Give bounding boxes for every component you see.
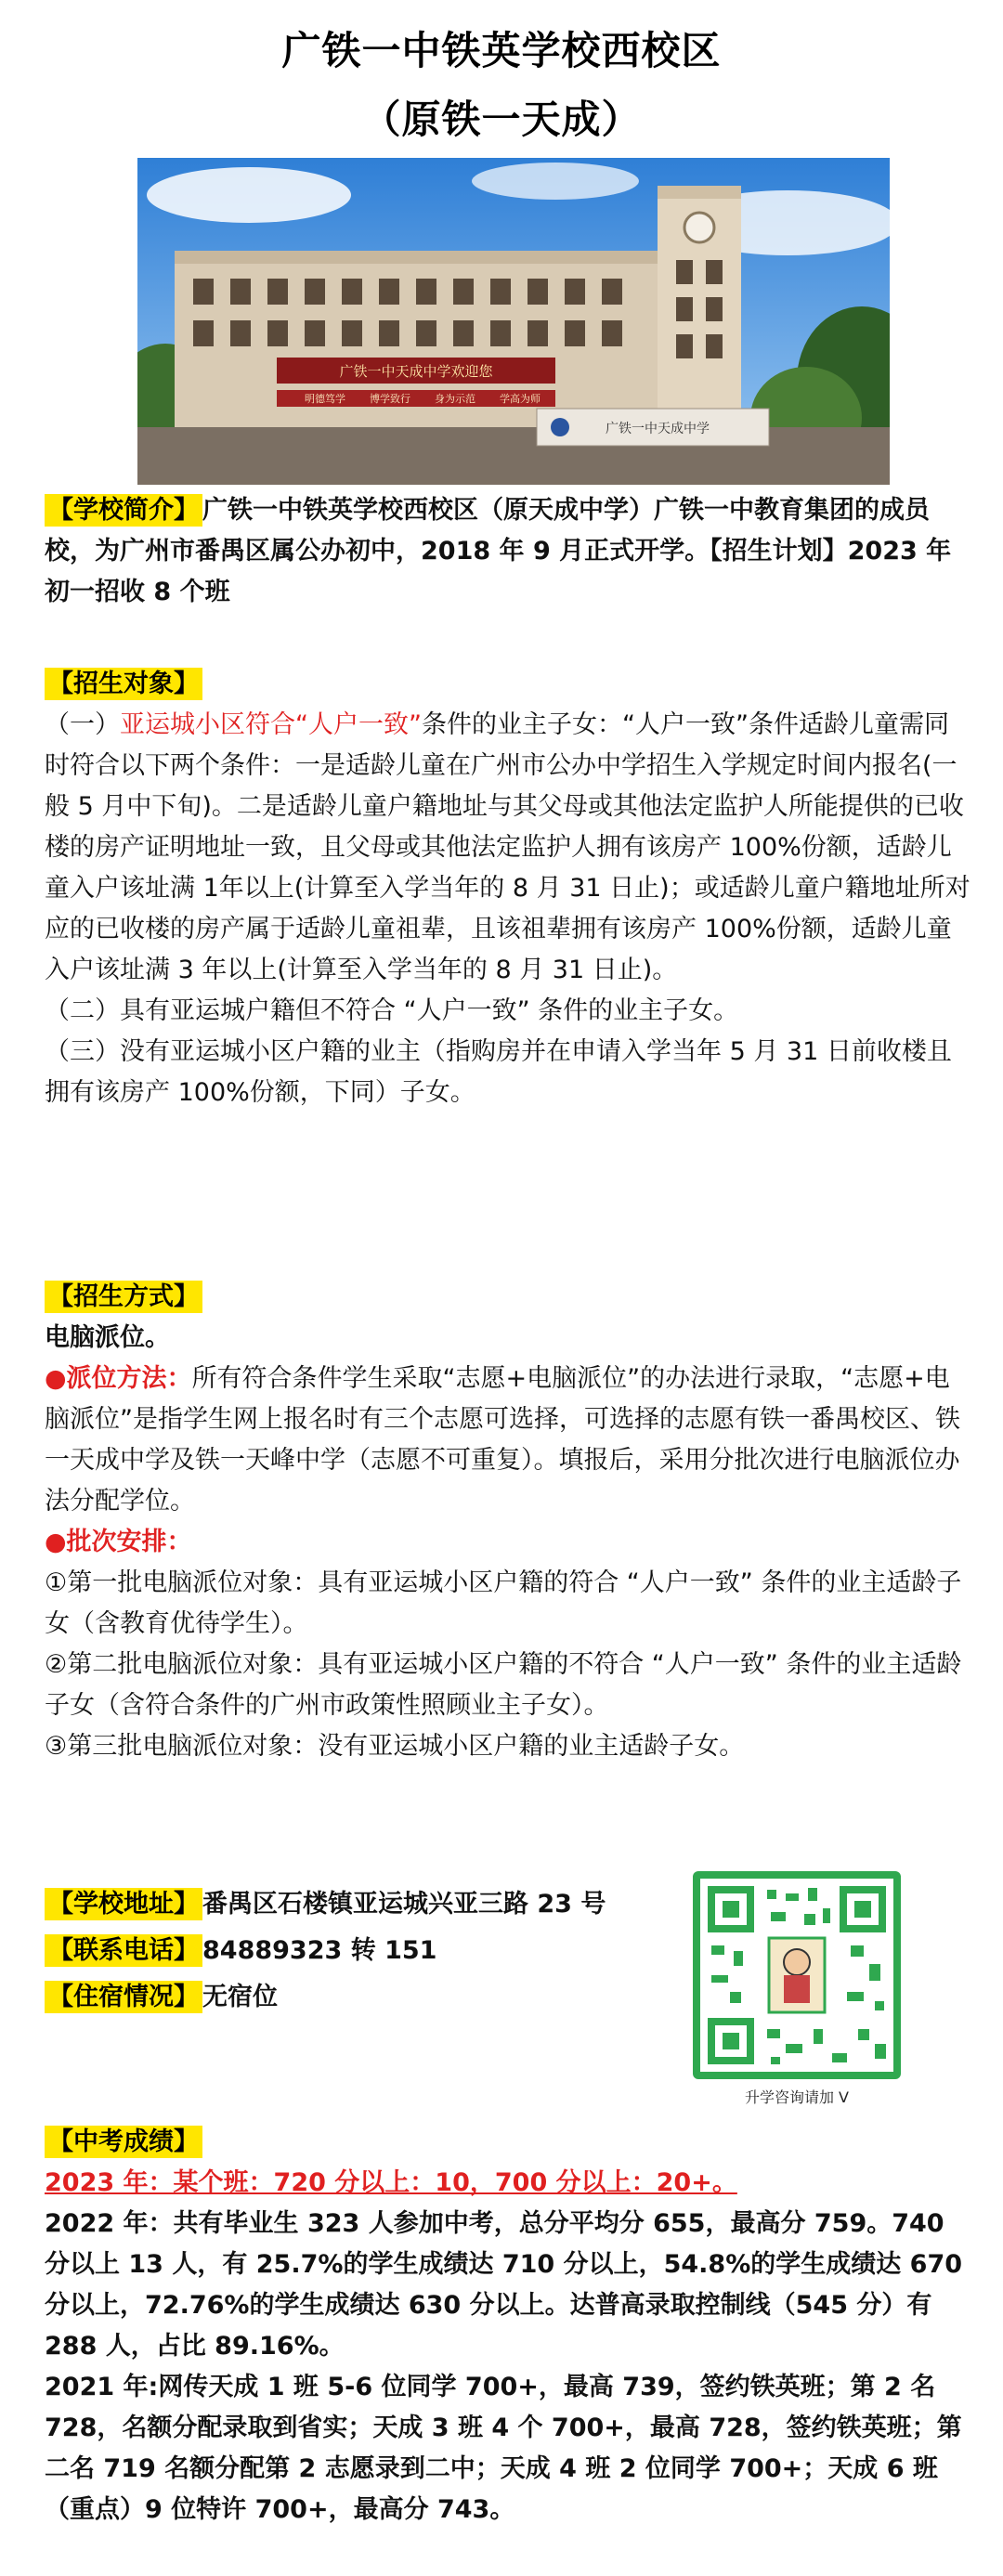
batch-3: ③第三批电脑派位对象：没有亚运城小区户籍的业主适龄子女。 xyxy=(45,1732,745,1761)
allot-label: ●派位方法： xyxy=(45,1364,192,1393)
intro-section xyxy=(45,490,973,613)
slogan-4: 学高为师 xyxy=(500,393,541,405)
slogan-2: 博学致行 xyxy=(370,393,410,405)
target-1-prefix: （一） xyxy=(45,710,120,739)
results-2022: 2022 年：共有毕业生 323 人参加中考，总分平均分 655，最高分 759。740 分以上 13 人，有 25.7%的学生成绩达 710 分以上，54.8%的学生成绩达 670 分以上，72.76%的学生成绩达 630 分以上。达普高录取控制线（545 分）有 288 人，占比 89.16%。 xyxy=(45,2209,963,2361)
method-section xyxy=(45,1277,973,1767)
batch-1: ①第一批电脑派位对象：具有亚运城小区户籍的符合 “人户一致” 条件的业主适龄子女（含教育优待学生）。 xyxy=(45,1568,962,1638)
page-subtitle: （原铁一天成） xyxy=(361,97,642,142)
target-2: （二）具有亚运城户籍但不符合 “人户一致” 条件的业主子女。 xyxy=(45,996,739,1025)
contact-section xyxy=(45,1881,695,2021)
page-title: 广铁一中铁英学校西校区 xyxy=(281,28,722,73)
phone-value: 84889323 转 151 xyxy=(202,1936,437,1965)
target-1-text: 条件的业主子女：“人户一致”条件适龄儿童需同时符合以下两个条件：一是适龄儿童在广州市公办中学招生入学规定时间内报名(一般 5 月中下旬)。二是适龄儿童户籍地址与其父母或其他法定监护人所能提供的已收楼的房产证明地址一致，且父母或其他法定监护人拥有该房产 100%份额，适龄儿童入户该址满 1年以上(计算至入学当年的 8 月 31 日止)；或适龄儿童户籍地址所对应的已收楼的房产属于适龄儿童祖辈，且该祖辈拥有该房产 100%份额，适龄儿童入户该址满 3 年以上(计算至入学当年的 8 月 31 日止)。 xyxy=(45,710,970,984)
slogan-3: 身为示范 xyxy=(435,393,475,405)
address-value: 番禺区石楼镇亚运城兴亚三路 23 号 xyxy=(202,1890,606,1919)
batch-2: ②第二批电脑派位对象：具有亚运城小区户籍的不符合 “人户一致” 条件的业主适龄子女（含符合条件的广州市政策性照顾业主子女）。 xyxy=(45,1650,962,1720)
batch-label: ●批次安排： xyxy=(45,1528,192,1556)
target-3: （三）没有亚运城小区户籍的业主（指购房并在申请入学当年 5 月 31 日前收楼且拥有该房产 100%份额，下同）子女。 xyxy=(45,1037,952,1107)
results-2021: 2021 年:网传天成 1 班 5-6 位同学 700+，最高 739，签约铁英班；第 2 名 728，名额分配录取到省实；天成 3 班 4 个 700+，最高 728，签约铁英班；第二名 719 名额分配第 2 志愿录到二中；天成 4 班 2 位同学 700+；天成 6 班（重点）9 位特许 700+，最高分 743。 xyxy=(45,2373,962,2524)
results-2023: 2023 年：某个班：720 分以上：10，700 分以上：20+。 xyxy=(45,2168,737,2197)
targets-section xyxy=(45,664,973,1113)
qr-code[interactable] xyxy=(693,1871,901,2079)
phone-tag: 【联系电话】 xyxy=(45,1934,202,1967)
method-summary: 电脑派位。 xyxy=(45,1323,170,1352)
lodging-value: 无宿位 xyxy=(202,1983,278,2011)
method-tag: 【招生方式】 xyxy=(45,1281,202,1313)
address-tag: 【学校地址】 xyxy=(45,1888,202,1920)
lodging-tag: 【住宿情况】 xyxy=(45,1981,202,2013)
qr-caption: 升学咨询请加 V xyxy=(744,2088,850,2106)
target-1-highlight: 亚运城小区符合“人户一致” xyxy=(120,710,422,739)
results-section xyxy=(45,2122,973,2530)
banner-text: 广铁一中天成中学欢迎您 xyxy=(339,363,493,380)
school-photo xyxy=(137,158,890,485)
intro-text: 广铁一中铁英学校西校区（原天成中学）广铁一中教育集团的成员校，为广州市番禺区属公办初中，2018 年 9 月正式开学。【招生计划】2023 年初一招收 8 个班 xyxy=(45,496,952,606)
gate-sign-text: 广铁一中天成中学 xyxy=(606,422,710,436)
allot-text: 所有符合条件学生采取“志愿+电脑派位”的办法进行录取，“志愿+电脑派位”是指学生网上报名时有三个志愿可选择，可选择的志愿有铁一番禺校区、铁一天成中学及铁一天峰中学（志愿不可重复）。填报后，采用分批次进行电脑派位办法分配学位。 xyxy=(45,1364,960,1516)
targets-tag: 【招生对象】 xyxy=(45,668,202,700)
results-tag: 【中考成绩】 xyxy=(45,2126,202,2158)
intro-tag: 【学校简介】 xyxy=(45,494,202,527)
slogan-1: 明德笃学 xyxy=(305,393,345,405)
